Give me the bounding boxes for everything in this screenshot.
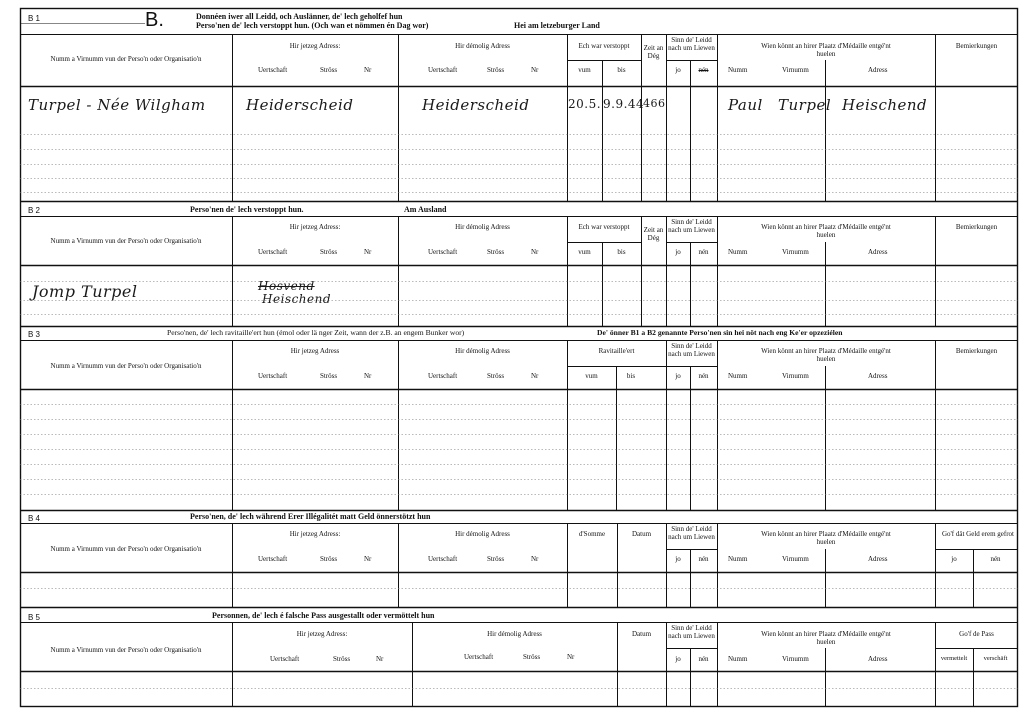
b5-col-addr-prev: Hir démolig Adress (487, 630, 542, 638)
b3-sub-jo: jo (675, 372, 681, 380)
b3-col-medal: Wien könnt an hirer Plaatz d'Médaille entgé'nt huelen (761, 347, 891, 364)
b1-col-zeit: Zeit an Dég (643, 44, 664, 61)
section-code-b3: B 3 (28, 330, 41, 339)
b1-entry-addr-now: Heiderscheid (246, 96, 354, 114)
b1-col-sinn: Sinn de' Leidd nach um Liewen (668, 36, 715, 53)
b1-sub-adress: Adress (868, 66, 888, 74)
b1-sub-nen: nén (698, 66, 709, 74)
b1-sub-stross: Ströss (320, 66, 338, 74)
b5-col-pass: Go'f de Pass (959, 630, 994, 638)
b2-sub-vum: vum (578, 248, 591, 256)
b3-col-addr-prev: Hir démolig Adress (455, 347, 510, 355)
b5-sub-virnumm: Virnumm (782, 655, 809, 663)
b1-sub-vum: vum (578, 66, 591, 74)
b2-sub-uertschaft-prev: Uertschaft (428, 248, 458, 256)
b1-entry-bis: 9.9.44 (603, 97, 645, 111)
b1-entry-name: Turpel - Née Wilgham (28, 96, 206, 114)
b3-sub-vum: vum (585, 372, 598, 380)
b1-col-name: Numm a Virnumm vun der Perso'n oder Organisatio'n (50, 55, 202, 63)
b1-col-remarks: Bemierkungen (955, 42, 998, 50)
b3-sub-stross-prev: Ströss (487, 372, 505, 380)
b1-sub-stross-prev: Ströss (487, 66, 505, 74)
b3-sub-adress: Adress (868, 372, 888, 380)
b1-col-addr-prev: Hir démolig Adress (455, 42, 510, 50)
b1-sub-bis: bis (617, 66, 626, 74)
b5-sub-adress: Adress (868, 655, 888, 663)
b3-sub-stross: Ströss (320, 372, 338, 380)
b4-sub-virnumm: Virnumm (782, 555, 809, 563)
b1-sub-jo: jo (675, 66, 681, 74)
b4-col-datum: Datum (631, 530, 652, 538)
b4-sub-jo2: jo (951, 555, 957, 563)
b3-sub-virnumm: Virnumm (782, 372, 809, 380)
b2-title-extra: Am Ausland (404, 205, 447, 214)
b3-sub-uertschaft: Uertschaft (258, 372, 288, 380)
b2-sub-jo: jo (675, 248, 681, 256)
b1-sub-uertschaft: Uertschaft (258, 66, 288, 74)
b2-entry-name: Jomp Turpel (32, 282, 138, 301)
b2-sub-uertschaft: Uertschaft (258, 248, 288, 256)
b5-col-addr-now: Hir jetzeg Adress: (296, 630, 348, 638)
b2-sub-nr-prev: Nr (531, 248, 539, 256)
b4-col-medal: Wien könnt an hirer Plaatz d'Médaille entgé'nt huelen (761, 530, 891, 547)
b4-sub-nr: Nr (364, 555, 372, 563)
b2-entry-addr-struck: Hosvend (258, 279, 315, 293)
b3-sub-nr-prev: Nr (531, 372, 539, 380)
b4-col-name: Numm a Virnumm vun der Perso'n oder Organisatio'n (50, 545, 202, 553)
b1-sub-virnumm: Virnumm (782, 66, 809, 74)
b2-sub-nr: Nr (364, 248, 372, 256)
b4-sub-jo: jo (675, 555, 681, 563)
b4-sub-uertschaft: Uertschaft (258, 555, 288, 563)
section-code-b2: B 2 (28, 206, 41, 215)
b5-col-name: Numm a Virnumm vun der Perso'n oder Organisatio'n (50, 646, 202, 654)
b2-col-medal: Wien könnt an hirer Plaatz d'Médaille entgé'nt huelen (761, 223, 891, 240)
b1-entry-addr-prev: Heiderscheid (422, 96, 530, 114)
b2-sub-adress: Adress (868, 248, 888, 256)
b2-col-name: Numm a Virnumm vun der Perso'n oder Organisatio'n (50, 237, 202, 245)
b1-entry-vum: 20.5. (568, 97, 602, 111)
b5-sub-stross-prev: Ströss (523, 653, 541, 661)
b3-col-remarks: Bemierkungen (955, 347, 998, 355)
b5-sub-jo: jo (675, 655, 681, 663)
b1-col-addr-now: Hir jetzeg Adress: (289, 42, 341, 50)
b2-sub-stross: Ströss (320, 248, 338, 256)
b4-sub-stross-prev: Ströss (487, 555, 505, 563)
b1-entry-med-virnumm: Turpel (778, 96, 832, 114)
b2-entry-addr-now: Heischend (262, 292, 332, 306)
b5-sub-numm: Numm (728, 655, 748, 663)
b4-col-sinn: Sinn de' Leidd nach um Liewen (668, 525, 715, 542)
b5-sub-uertschaft: Uertschaft (270, 655, 300, 663)
b3-title-extra: De' önner B1 a B2 genannte Perso'nen sin hei nöt nach eng Ke'er opzeziélen (597, 328, 843, 337)
b3-sub-nr: Nr (364, 372, 372, 380)
b5-col-sinn: Sinn de' Leidd nach um Liewen (668, 624, 715, 641)
b4-sub-nr-prev: Nr (531, 555, 539, 563)
b5-sub-stross: Ströss (333, 655, 351, 663)
b4-col-addr-prev: Hir démolig Adress (455, 530, 510, 538)
b3-sub-bis: bis (626, 372, 636, 380)
b5-sub-vermettelt: vermettelt (940, 655, 968, 662)
b2-col-hidden: Ech war verstoppt (578, 223, 630, 231)
b2-col-remarks: Bemierkungen (955, 223, 998, 231)
b2-sub-stross-prev: Ströss (487, 248, 505, 256)
b1-sub-nr-prev: Nr (531, 66, 539, 74)
b4-sub-stross: Ströss (320, 555, 338, 563)
section-code-b5: B 5 (28, 613, 41, 622)
section-code-b1: B 1 (28, 14, 41, 23)
b2-col-addr-now: Hir jetzeg Adress: (289, 223, 341, 231)
b3-sub-uertschaft-prev: Uertschaft (428, 372, 458, 380)
b3-sub-nen: nén (698, 372, 709, 380)
b5-sub-nr: Nr (376, 655, 384, 663)
b3-title: Perso'nen, de' lech ravitaille'ert hun (émol oder lä nger Zeit, wann der z.B. an engem Bunker wor) (167, 328, 465, 337)
b3-col-ravit: Ravitaille'ert (598, 347, 635, 355)
b2-title: Perso'nen de' lech verstoppt hun. (190, 205, 304, 214)
b2-col-addr-prev: Hir démolig Adress (455, 223, 510, 231)
b5-sub-nr-prev: Nr (567, 653, 575, 661)
b5-title: Personnen, de' lech é falsche Pass ausgestallt oder vermöttelt hun (212, 611, 435, 620)
b1-col-hidden: Ech war verstoppt (578, 42, 630, 50)
b4-col-addr-now: Hir jetzeg Adress: (289, 530, 341, 538)
b1-entry-days: 466 (643, 97, 666, 110)
b1-col-medal: Wien könnt an hirer Plaatz d'Médaille entgé'nt huelen (761, 42, 891, 59)
b1-entry-med-adress: Heischend (842, 96, 928, 114)
b1-title-line2: Perso'nen de' lech verstoppt hun. (Och wan et nömmen én Dag wor) (196, 21, 429, 30)
b1-sub-uertschaft-prev: Uertschaft (428, 66, 458, 74)
b4-sub-nen: nén (698, 555, 709, 563)
form-letter: B. (145, 9, 164, 31)
b4-title: Perso'nen, de' lech während Erer Illégalitét matt Geld önnerstötzt hun (190, 512, 431, 521)
b2-sub-numm: Numm (728, 248, 748, 256)
b2-sub-bis: bis (617, 248, 626, 256)
b4-col-somme: d'Somme (578, 530, 606, 538)
b2-col-zeit: Zeit an Dég (643, 226, 664, 243)
b2-col-sinn: Sinn de' Leidd nach um Liewen (668, 218, 715, 235)
b3-col-sinn: Sinn de' Leidd nach um Liewen (668, 342, 715, 359)
section-code-b4: B 4 (28, 514, 41, 523)
b4-sub-nen2: nén (990, 555, 1001, 563)
b2-sub-nen: nén (698, 248, 709, 256)
b1-entry-med-numm: Paul (728, 96, 763, 114)
b4-col-geld: Go'f dät Geld erem gefrot (941, 530, 1014, 538)
b3-col-addr-now: Hir jetzeg Adress (290, 347, 340, 355)
b3-sub-numm: Numm (728, 372, 748, 380)
b4-sub-uertschaft-prev: Uertschaft (428, 555, 458, 563)
b5-col-medal: Wien könnt an hirer Plaatz d'Médaille entgé'nt huelen (761, 630, 891, 647)
b1-sub-nr: Nr (364, 66, 372, 74)
b4-sub-adress: Adress (868, 555, 888, 563)
b5-col-datum: Datum (631, 630, 652, 638)
b4-sub-numm: Numm (728, 555, 748, 563)
b5-sub-uertschaft-prev: Uertschaft (464, 653, 494, 661)
b3-col-name: Numm a Virnumm vun der Perso'n oder Organisatio'n (50, 362, 202, 370)
b2-sub-virnumm: Virnumm (782, 248, 809, 256)
b1-sub-numm: Numm (728, 66, 748, 74)
b1-title-line1: Donnéen iwer all Leidd, och Auslänner, de' lech geholfef hun (196, 12, 403, 21)
b5-sub-nen: nén (698, 655, 709, 663)
b1-title-extra: Hei am letzeburger Land (514, 21, 600, 30)
b5-sub-verschaft: verschäft (983, 655, 1008, 662)
